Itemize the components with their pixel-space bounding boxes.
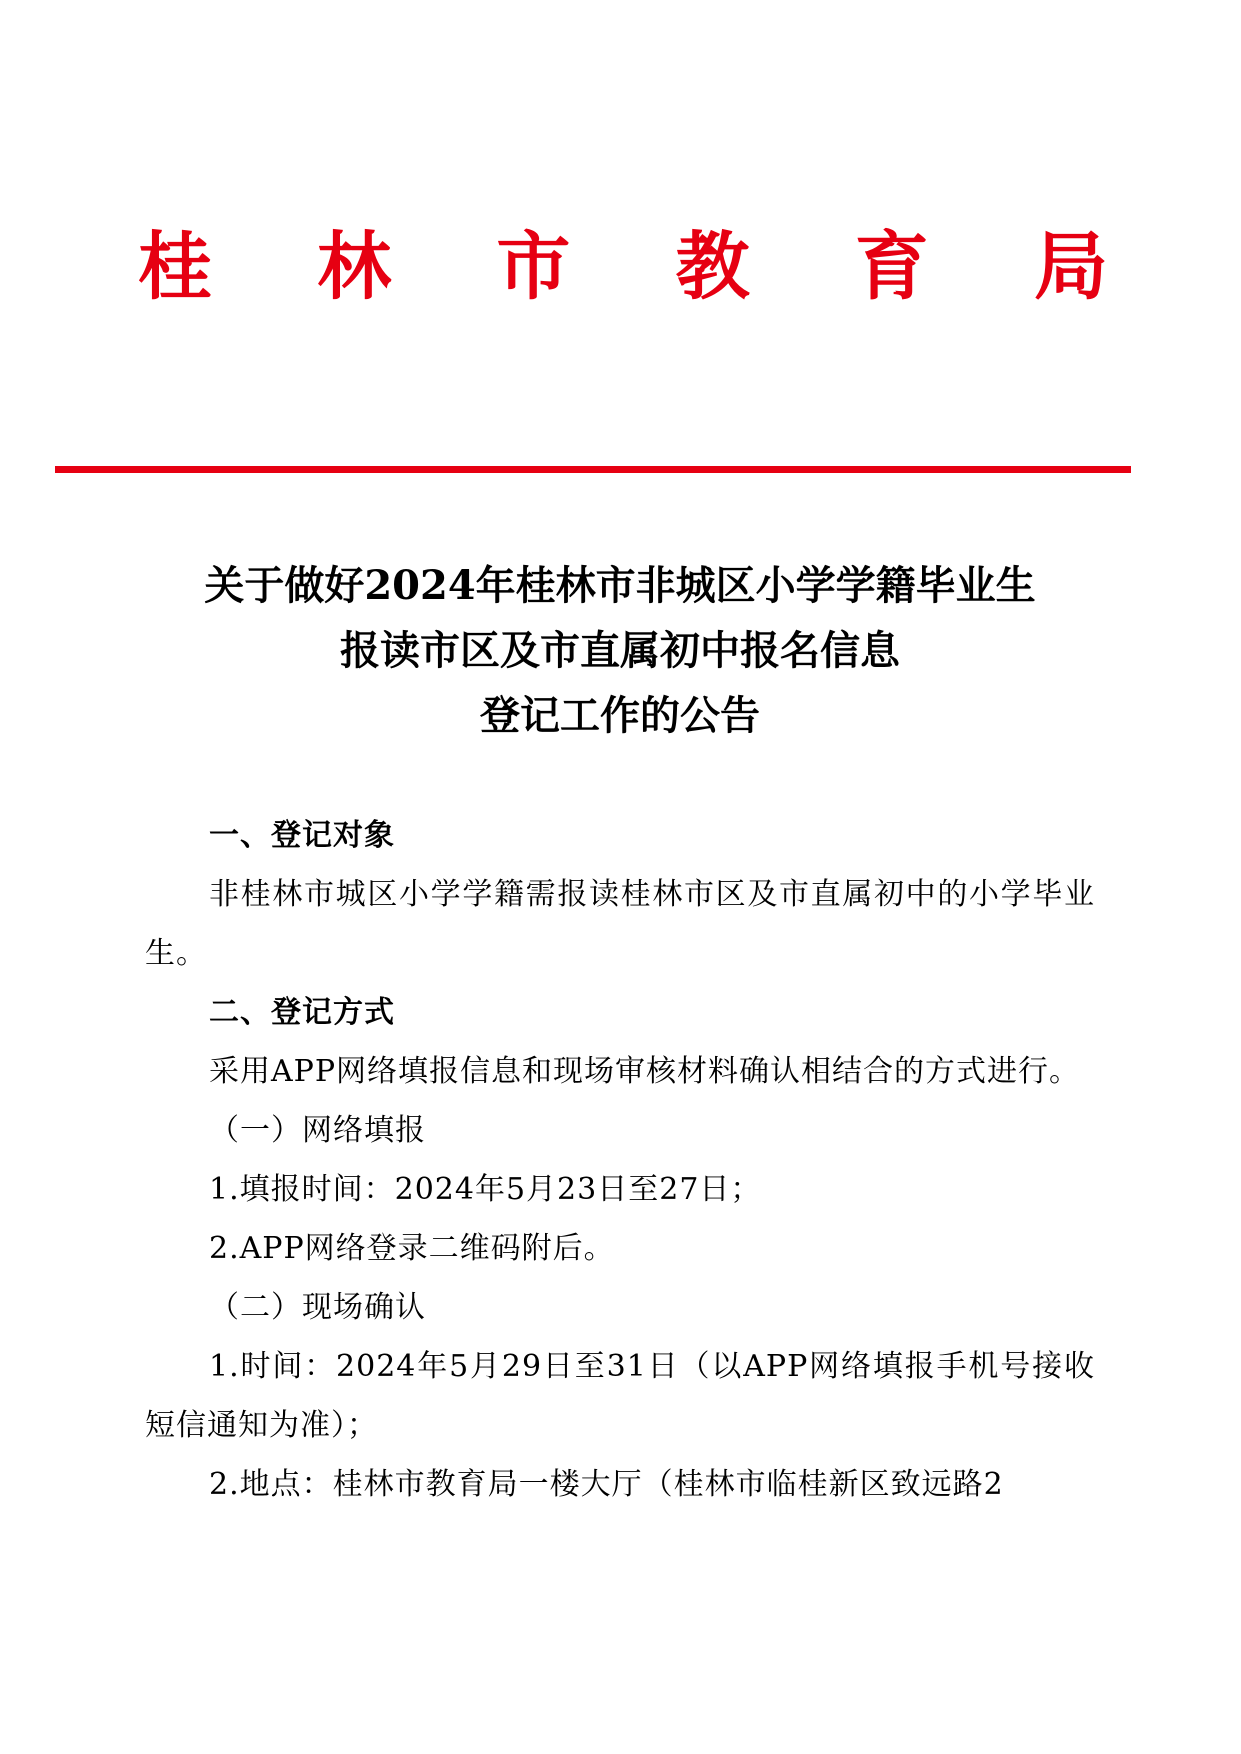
section-paragraph: 采用APP网络填报信息和现场审核材料确认相结合的方式进行。 [209,1054,1081,1089]
subsection-heading-onsite: （二）现场确认 [209,1290,426,1325]
title-line: 登记工作的公告 [480,692,760,739]
list-item: 1.填报时间：2024年5月23日至27日； [209,1172,762,1207]
issuing-authority-header [138,222,1108,312]
header-char: 桂 [138,224,212,310]
subsection-heading-online: （一）网络填报 [209,1113,426,1148]
section-paragraph: 非桂林市城区小学学籍需报读桂林市区及市直属初中的小学毕业生。 [145,877,1095,971]
list-item: 1.时间：2024年5月29日至31日（以APP网络填报手机号接收短信通知为准）； [145,1349,1095,1443]
header-char: 市 [496,224,571,310]
red-divider-line [55,466,1131,473]
header-char: 林 [317,224,392,310]
title-line: 关于做好2024年桂林市非城区小学学籍毕业生 [204,562,1036,609]
title-line: 报读市区及市直属初中报名信息 [340,627,900,674]
header-char: 局 [1033,224,1108,310]
section-heading-registration-method: 二、登记方式 [209,995,395,1030]
header-char: 教 [675,224,750,310]
list-item: 2.地点：桂林市教育局一楼大厅（桂林市临桂新区致远路2 [209,1467,1004,1502]
list-item: 2.APP网络登录二维码附后。 [209,1231,615,1266]
section-heading-registration-target: 一、登记对象 [209,818,395,853]
header-char: 育 [854,224,929,310]
document-body [145,806,1095,1514]
document-title [60,553,1180,748]
